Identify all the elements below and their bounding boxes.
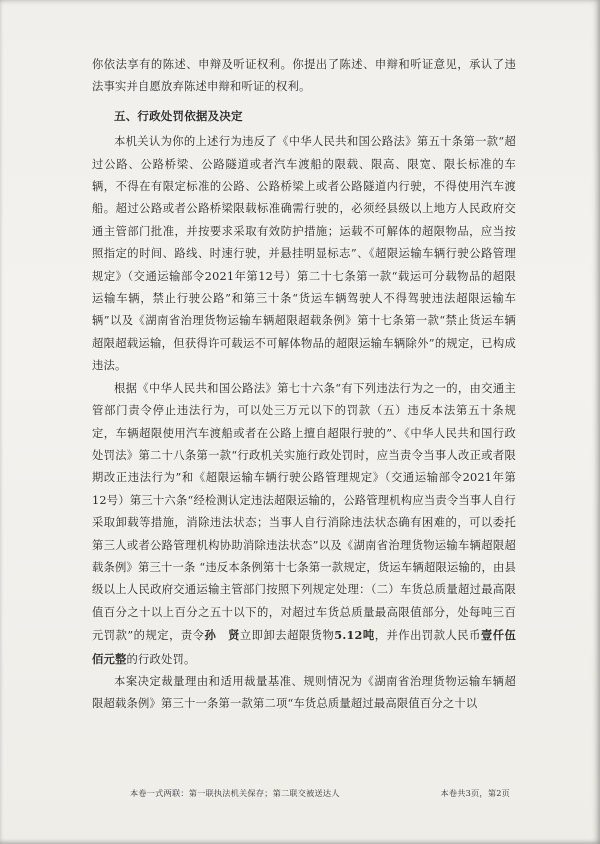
unload-amount: 5.12吨 xyxy=(334,628,375,643)
penalty-text-b: 立即卸去超限货物 xyxy=(239,629,335,643)
page-footer xyxy=(130,788,510,799)
penalty-text-d: 的行政处罚。 xyxy=(126,652,196,666)
document-body xyxy=(92,54,516,716)
paragraph-intro: 你依法享有的陈述、申辩及听证权利。你提出了陈述、申辩和听证意见，承认了违法事实并自愿放弃陈述申辩和听证的权利。 xyxy=(92,58,516,94)
paragraph-basis: 本机关认为你的上述行为违反了《中华人民共和国公路法》第五十条第一款“超过公路、公路桥梁、公路隧道或者汽车渡船的限载、限高、限宽、限长标准的车辆，不得在有限定标准的公路、公路桥梁上或者公路隧道内行驶，不得使用汽车渡船。超过公路或者公路桥梁限载标准确需行驶的，必须经县级以上地方人民政府交通主管部门批准，并按要求采取有效防护措施；运载不可解体的超限物品，应当按照指定的时间、路线、时速行驶，并悬挂明显标志”、《超限运输车辆行驶公路管理规定》（交通运输部令2021年第12号）第二十七条第一款“载运可分载物品的超限运输车辆，禁止行驶公路”和第三十条“货运车辆驾驶人不得驾驶违法超限运输车辆”以及《湖南省治理货物运输车辆超限超载条例》第十七条第一款“禁止货运车辆超限超载运输，但获得许可载运不可解体物品的超限运输车辆除外”的规定，已构成违法。 xyxy=(92,135,516,373)
footer-copies-note: 本卷一式两联：第一联执法机关保存；第二联交被送达人 xyxy=(130,788,340,798)
paragraph-discretion: 本案决定裁量理由和适用裁量基准、规则情况为《湖南省治理货物运输车辆超限超载条例》第三十一条第一款第二项“车货总质量超过最高限值百分之十以 xyxy=(92,674,516,711)
section-heading: 五、行政处罚依据及决定 xyxy=(114,108,243,123)
penalty-text-c: ，并作出罚款人民币 xyxy=(374,629,481,643)
paragraph-penalty xyxy=(92,378,516,671)
party-name: 孙 贤 xyxy=(204,628,240,643)
fine-amount: 壹仟伍佰元整 xyxy=(92,628,517,666)
footer-page-number: 本卷共3页，第2页 xyxy=(440,788,510,798)
penalty-text-a: 根据《中华人民共和国公路法》第七十六条“有下列违法行为之一的，由交通主管部门责令停止违法行为，可以处三万元以下的罚款（五）违反本法第五十条规定，车辆超限使用汽车渡船或者在公路上擅自超限行驶的”、《中华人民共和国行政处罚法》第二十八条第一款“行政机关实施行政处罚时，应当责令当事人改正或者限期改正违法行为”和《超限运输车辆行驶公路管理规定》（交通运输部令2021年第12号）第三十六条“经检测认定违法超限运输的，公路管理机构应当责令当事人自行采取卸载等措施，消除违法状态；当事人自行消除违法状态确有困难的，可以委托第三人或者公路管理机构协助消除违法状态”以及《湖南省治理货物运输车辆超限超载条例》第三十一条 “违反本条例第十七条第一款规定，货运车辆超限运输的，由县级以上人民政府交通运输主管部门按照下列规定处理：（二）车货总质量超过最高限值百分之十以上百分之五十以下的，对超过车货总质量最高限值部分，处每吨三百元罚款”的规定，责令 xyxy=(92,381,516,643)
